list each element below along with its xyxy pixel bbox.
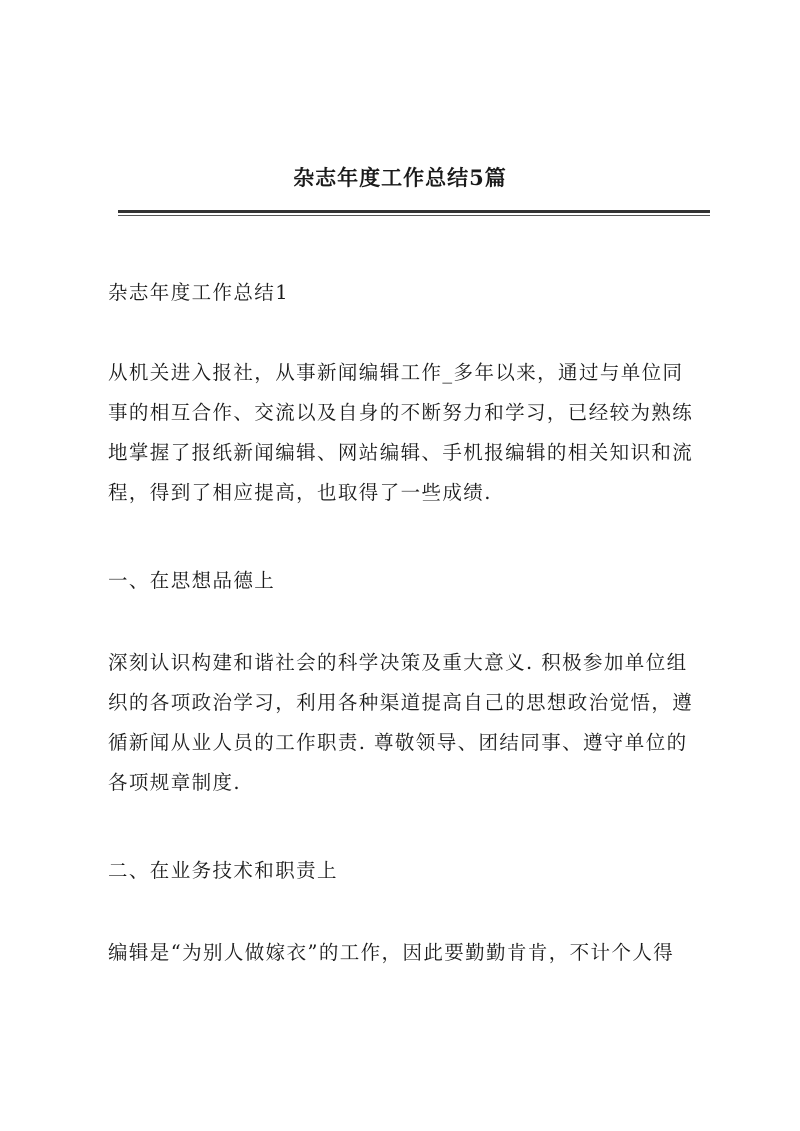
paragraph-line: 循新闻从业人员的工作职责. 尊敬领导、团结同事、遵守单位的	[108, 731, 688, 754]
section-heading	[108, 273, 708, 313]
document-title: 杂志年度工作总结5篇	[293, 165, 507, 190]
paragraph-2	[108, 643, 708, 803]
paragraph-line: 编辑是“为别人做嫁衣”的工作，因此要勤勤肯肯，不计个人得	[108, 941, 675, 964]
paragraph-line: 各项规章制度.	[108, 771, 241, 794]
heading-2	[108, 851, 708, 891]
title-divider	[118, 210, 710, 213]
paragraph-line: 深刻认识构建和谐社会的科学决策及重大意义. 积极参加单位组	[108, 651, 688, 674]
paragraph-line: 事的相互合作、交流以及自身的不断努力和学习，已经较为熟练	[108, 401, 694, 424]
paragraph-3	[108, 933, 708, 973]
paragraph-1	[108, 353, 708, 513]
heading-text: 一、在思想品德上	[108, 569, 276, 592]
paragraph-line: 织的各项政治学习，利用各种渠道提高自己的思想政治觉悟，遵	[108, 691, 694, 714]
heading-1	[108, 561, 708, 601]
title-divider-thin	[118, 215, 710, 216]
paragraph-line: 从机关进入报社，从事新闻编辑工作_多年以来，通过与单位同	[108, 361, 684, 384]
heading-text: 二、在业务技术和职责上	[108, 859, 338, 882]
paragraph-line: 程，得到了相应提高，也取得了一些成绩.	[108, 481, 492, 504]
paragraph-line: 地掌握了报纸新闻编辑、网站编辑、手机报编辑的相关知识和流	[108, 441, 694, 464]
section-heading-text: 杂志年度工作总结1	[108, 281, 290, 304]
